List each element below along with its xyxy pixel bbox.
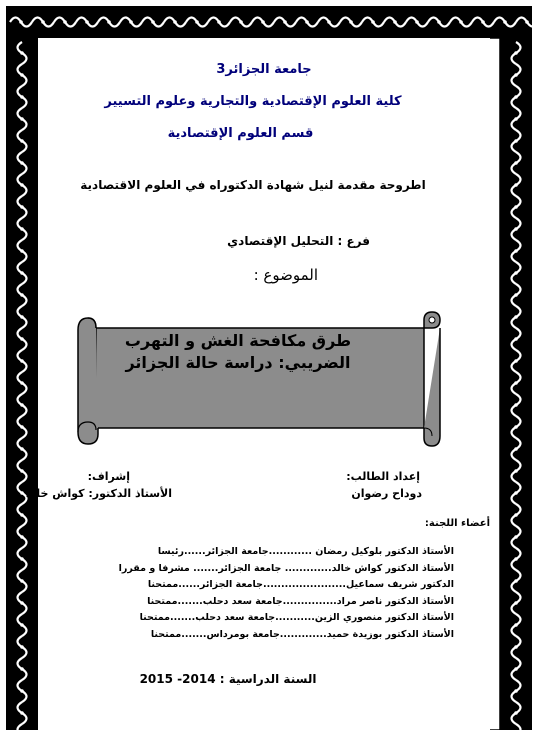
- faculty-name: كلية العلوم الإقتصادية والتجارية وعلوم التسيير: [104, 94, 402, 109]
- jury-member: الأستاذ الدكتور ناصر مراد...............جامعة سعد دحلب.......ممتحنا: [147, 595, 454, 607]
- document-page: [25, 38, 490, 730]
- jury-member: الأستاذ الدكتور كواش خالد............. جامعة الجزائر....... مشرفا و مقررا: [118, 562, 454, 574]
- department-name: قسم العلوم الإقتصادية: [167, 126, 314, 141]
- jury-label: أعضاء اللجنة:: [424, 518, 490, 529]
- supervision-label: إشراف:: [87, 470, 130, 483]
- academic-year: السنة الدراسية : 2014- 2015: [139, 672, 317, 686]
- topic-line-1: طرق مكافحة الغش و التهرب: [124, 331, 352, 350]
- jury-member: الأستاذ الدكتور بلوكيل رمضان ............جامعة الجزائر......رئيسا: [157, 546, 454, 557]
- jury-member: الأستاذ الدكتور منصوري الزين...........جامعة سعد دحلب.......ممتحنا: [139, 612, 454, 624]
- subject-label: الموضوع :: [253, 266, 318, 284]
- thesis-title: اطروحة مقدمة لنيل شهادة الدكتوراه في العلوم الاقتصادية: [80, 178, 426, 192]
- branch-label: فرع : التحليل الإقتصادي: [227, 234, 370, 248]
- jury-member: الدكتور شريف سماعيل.......................جامعة الجزائر......ممتحنا: [147, 579, 454, 591]
- thesis-topic: [78, 330, 398, 374]
- jury-member: الأستاذ الدكتور بوزيدة حميد.............جامعة بومرداس.......ممتحنا: [150, 628, 454, 640]
- supervisor-name: الأستاذ الدكتور: كواش خالد: [25, 487, 172, 500]
- prepared-by-label: إعداد الطالب:: [346, 470, 420, 483]
- topic-line-2: الضريبي: دراسة حالة الجزائر: [125, 353, 351, 372]
- jury-list: [119, 544, 454, 644]
- university-name: جامعة الجزائر3: [216, 62, 312, 77]
- student-name: دوداح رضوان: [351, 487, 422, 500]
